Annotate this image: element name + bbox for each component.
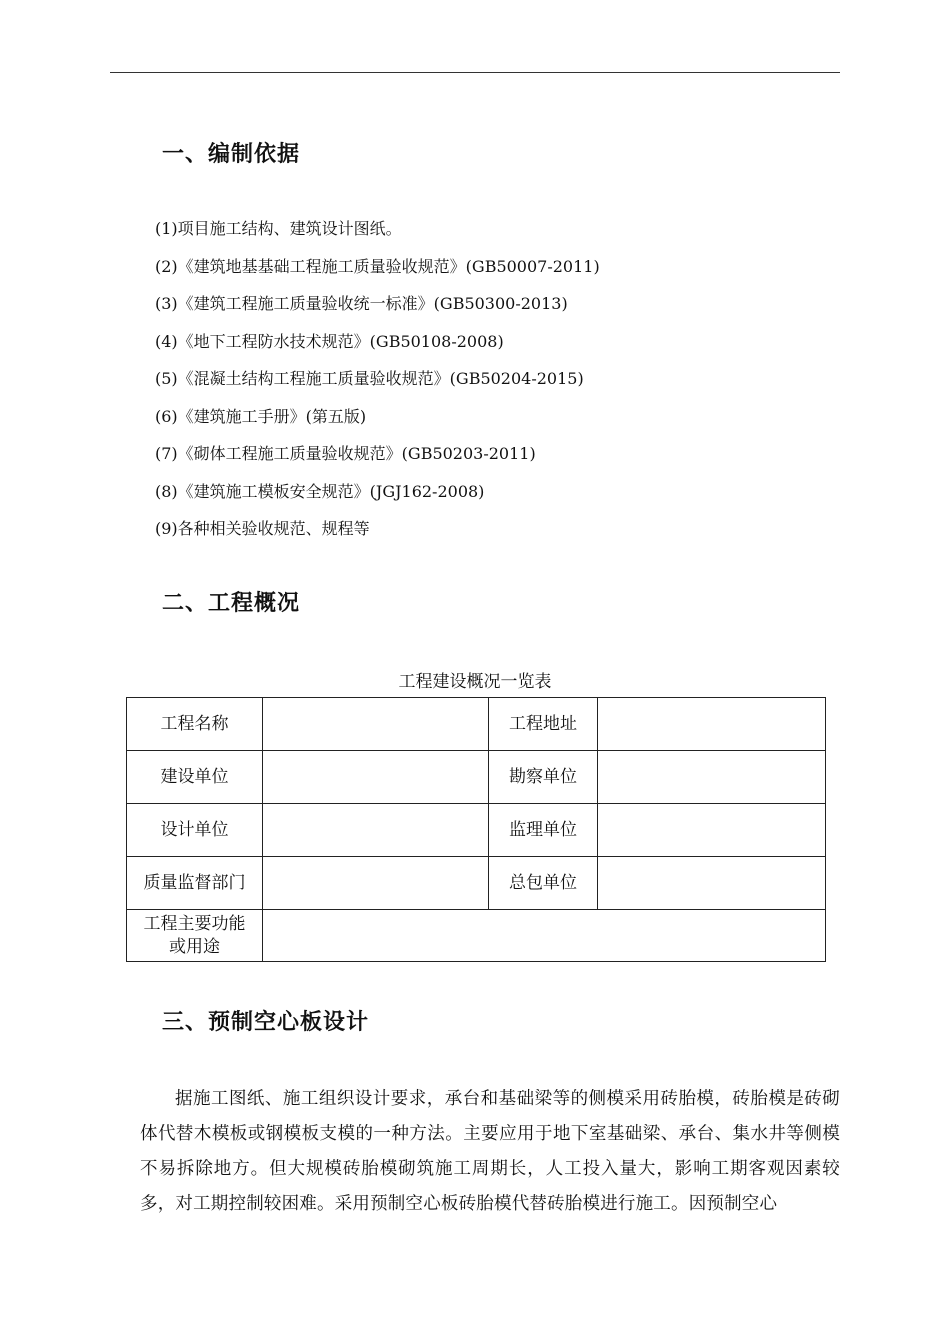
reference-item: (9)各种相关验收规范、规程等 bbox=[155, 519, 370, 538]
label-quality-dept: 质量监督部门 bbox=[127, 857, 263, 910]
reference-item: (1)项目施工结构、建筑设计图纸。 bbox=[155, 219, 402, 238]
label-main-function-line1: 工程主要功能 bbox=[143, 913, 246, 934]
reference-item: (5)《混凝土结构工程施工质量验收规范》(GB50204-2015) bbox=[155, 369, 584, 388]
reference-item: (6)《建筑施工手册》(第五版) bbox=[155, 406, 367, 426]
reference-item: (7)《砌体工程施工质量验收规范》(GB50203-2011) bbox=[155, 444, 536, 463]
value-main-function bbox=[263, 910, 826, 962]
label-survey-unit: 勘察单位 bbox=[489, 751, 598, 804]
reference-item: (8)《建筑施工模板安全规范》(JGJ162-2008) bbox=[155, 481, 485, 501]
table-caption: 工程建设概况一览表 bbox=[398, 672, 552, 692]
table-row bbox=[127, 698, 826, 751]
label-construction-unit: 建设单位 bbox=[127, 751, 263, 804]
reference-list bbox=[155, 217, 600, 555]
label-general-contractor: 总包单位 bbox=[489, 857, 598, 910]
value-design-unit bbox=[263, 804, 489, 857]
section-2-heading: 二、工程概况 bbox=[162, 591, 301, 616]
label-supervision-unit: 监理单位 bbox=[489, 804, 598, 857]
table-row bbox=[127, 857, 826, 910]
value-survey-unit bbox=[598, 751, 826, 804]
reference-item: (4)《地下工程防水技术规范》(GB50108-2008) bbox=[155, 331, 504, 351]
section-3-heading: 三、预制空心板设计 bbox=[162, 1010, 370, 1035]
label-main-function bbox=[127, 910, 263, 962]
reference-item: (2)《建筑地基基础工程施工质量验收规范》(GB50007-2011) bbox=[155, 256, 600, 276]
reference-item: (3)《建筑工程施工质量验收统一标准》(GB50300-2013) bbox=[155, 294, 568, 313]
label-main-function-line2: 或用途 bbox=[169, 936, 220, 957]
project-overview-table bbox=[126, 697, 826, 962]
header-rule bbox=[110, 72, 840, 73]
table-row bbox=[127, 910, 826, 962]
value-quality-dept bbox=[263, 857, 489, 910]
section-3-paragraph: 据施工图纸、施工组织设计要求，承台和基础梁等的侧模采用砖胎模，砖胎模是砖砌体代替木模板或钢模板支模的一种方法。主要应用于地下室基础梁、承台、集水井等侧模不易拆除地方。但大规模砖胎模砌筑施工周期长，人工投入量大，影响工期客观因素较多，对工期控制较困难。采用预制空心板砖胎模代替砖胎模进行施工。因预制空心 bbox=[140, 1089, 840, 1214]
table-row bbox=[127, 751, 826, 804]
value-project-name bbox=[263, 698, 489, 751]
section-1-heading: 一、编制依据 bbox=[162, 142, 301, 167]
value-general-contractor bbox=[598, 857, 826, 910]
value-project-address bbox=[598, 698, 826, 751]
value-supervision-unit bbox=[598, 804, 826, 857]
value-construction-unit bbox=[263, 751, 489, 804]
label-project-address: 工程地址 bbox=[489, 698, 598, 751]
table-row bbox=[127, 804, 826, 857]
label-project-name: 工程名称 bbox=[127, 698, 263, 751]
label-design-unit: 设计单位 bbox=[127, 804, 263, 857]
